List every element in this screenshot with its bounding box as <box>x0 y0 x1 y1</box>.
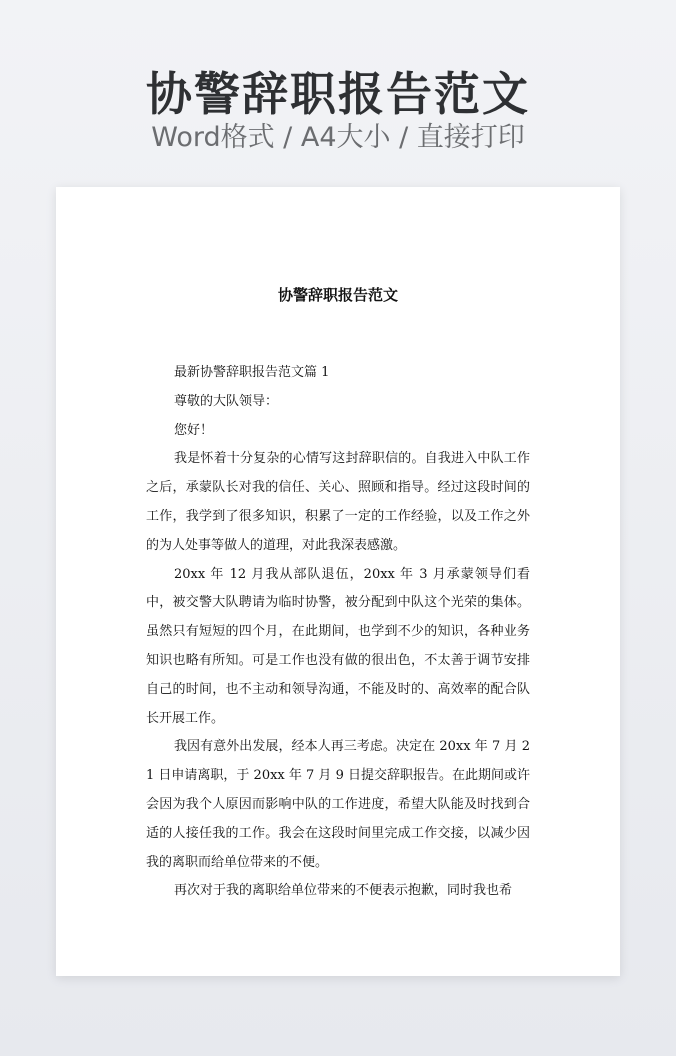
paragraph: 再次对于我的离职给单位带来的不便表示抱歉，同时我也希 <box>174 883 513 899</box>
document-title: 协警辞职报告范文 <box>277 286 398 304</box>
page-subtitle: Word格式 / A4大小 / 直接打印 <box>151 122 525 153</box>
document-body <box>146 359 530 906</box>
paragraph: 最新协警辞职报告范文篇 1 <box>174 365 330 380</box>
paragraph: 20xx 年 12 月我从部队退伍，20xx 年 3 月承蒙领导们看中，被交警大队聘请为临时协警，被分配到中队这个光荣的集体。虽然只有短短的四个月，在此期间，也学到不少的知识，各种业务知识也略有所知。可是工作也没有做的很出色，不太善于调节安排自己的时间，也不主动和领导沟通，不能及时的、高效率的配合队长开展工作。 <box>146 566 530 726</box>
document-preview <box>56 187 620 976</box>
paragraph: 您好！ <box>174 422 214 438</box>
paragraph: 尊敬的大队领导： <box>174 393 279 409</box>
paragraph: 我是怀着十分复杂的心情写这封辞职信的。自我进入中队工作之后，承蒙队长对我的信任、关心、照顾和指导。经过这段时间的工作，我学到了很多知识，积累了一定的工作经验，以及工作之外的为人处事等做人的道理，对此我深表感激。 <box>146 451 530 553</box>
paragraph: 我因有意外出发展，经本人再三考虑。决定在 20xx 年 7 月 21 日申请离职，于 20xx 年 7 月 9 日提交辞职报告。在此期间或许会因为我个人原因而影响中队的工作进度，希望大队能及时找到合适的人接任我的工作。我会在这段时间里完成工作交接，以减少因我的离职而给单位带来的不便。 <box>146 739 530 870</box>
page-title: 协警辞职报告范文 <box>146 67 530 121</box>
